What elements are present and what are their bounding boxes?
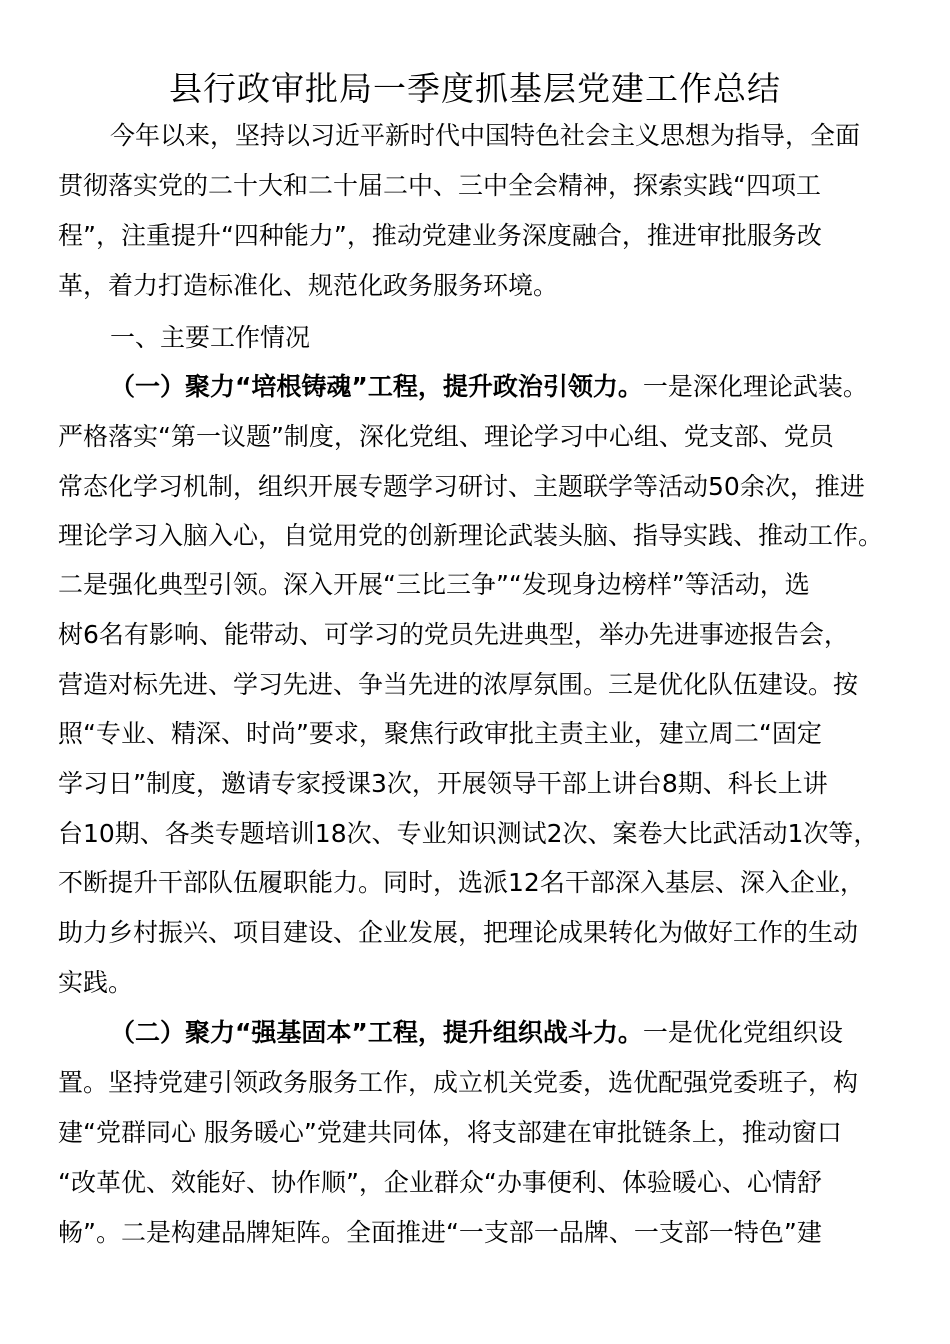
paragraph-line: 实践。 [58,968,134,997]
paragraph-line: “改革优、效能好、协作顺”，企业群众“办事便利、体验暖心、心情舒 [58,1168,822,1197]
paragraph-line: 台10期、各类专题培训18次、专业知识测试2次、案卷大比武活动1次等， [58,819,879,848]
paragraph-line: 常态化学习机制，组织开展专题学习研讨、主题联学等活动50余次，推进 [58,472,865,501]
paragraph-line: 程”，注重提升“四种能力”，推动党建业务深度融合，推进审批服务改 [58,221,822,250]
paragraph-line: 置。坚持党建引领政务服务工作，成立机关党委，选优配强党委班子，构 [58,1068,859,1097]
paragraph-line: 学习日”制度，邀请专家授课3次，开展领导干部上讲台8期、科长上讲 [58,769,828,798]
paragraph-line: 营造对标先进、学习先进、争当先进的浓厚氛围。三是优化队伍建设。按 [58,670,859,699]
paragraph-text: 一是深化理论武装。 [642,372,868,401]
subsection-heading: （二）聚力“强基固本”工程，提升组织战斗力。 [110,1018,643,1047]
section-heading: 一、主要工作情况 [110,323,311,352]
subsection-line [110,1015,843,1051]
subsection-line [110,369,868,405]
paragraph-line: 贯彻落实党的二十大和二十届二中、三中全会精神，探索实践“四项工 [58,171,821,200]
document-title: 县行政审批局一季度抓基层党建工作总结 [169,69,781,108]
paragraph-line: 不断提升干部队伍履职能力。同时，选派12名干部深入基层、深入企业， [58,868,865,897]
paragraph-line: 严格落实“第一议题”制度，深化党组、理论学习中心组、党支部、党员 [58,422,834,451]
paragraph-line: 树6名有影响、能带动、可学习的党员先进典型，举办先进事迹报告会， [58,620,849,649]
paragraph-line: 革，着力打造标准化、规范化政务服务环境。 [58,271,559,300]
paragraph-text: 一是优化党组织设 [642,1018,843,1047]
subsection-heading: （一）聚力“培根铸魂”工程，提升政治引领力。 [110,372,643,401]
paragraph-line: 助力乡村振兴、项目建设、企业发展，把理论成果转化为做好工作的生动 [58,918,859,947]
paragraph-line: 畅”。二是构建品牌矩阵。全面推进“一支部一品牌、一支部一特色”建 [58,1218,822,1247]
paragraph-line: 今年以来，坚持以习近平新时代中国特色社会主义思想为指导，全面 [110,121,861,150]
paragraph-line: 理论学习入脑入心，自觉用党的创新理论武装头脑、指导实践、推动工作。 [58,521,884,550]
paragraph-line: 二是强化典型引领。深入开展“三比三争”“发现身边榜样”等活动，选 [58,570,810,599]
paragraph-line: 建“党群同心 服务暖心”党建共同体，将支部建在审批链条上，推动窗口 [58,1118,842,1147]
paragraph-line: 照“专业、精深、时尚”要求，聚焦行政审批主责主业，建立周二“固定 [58,719,822,748]
